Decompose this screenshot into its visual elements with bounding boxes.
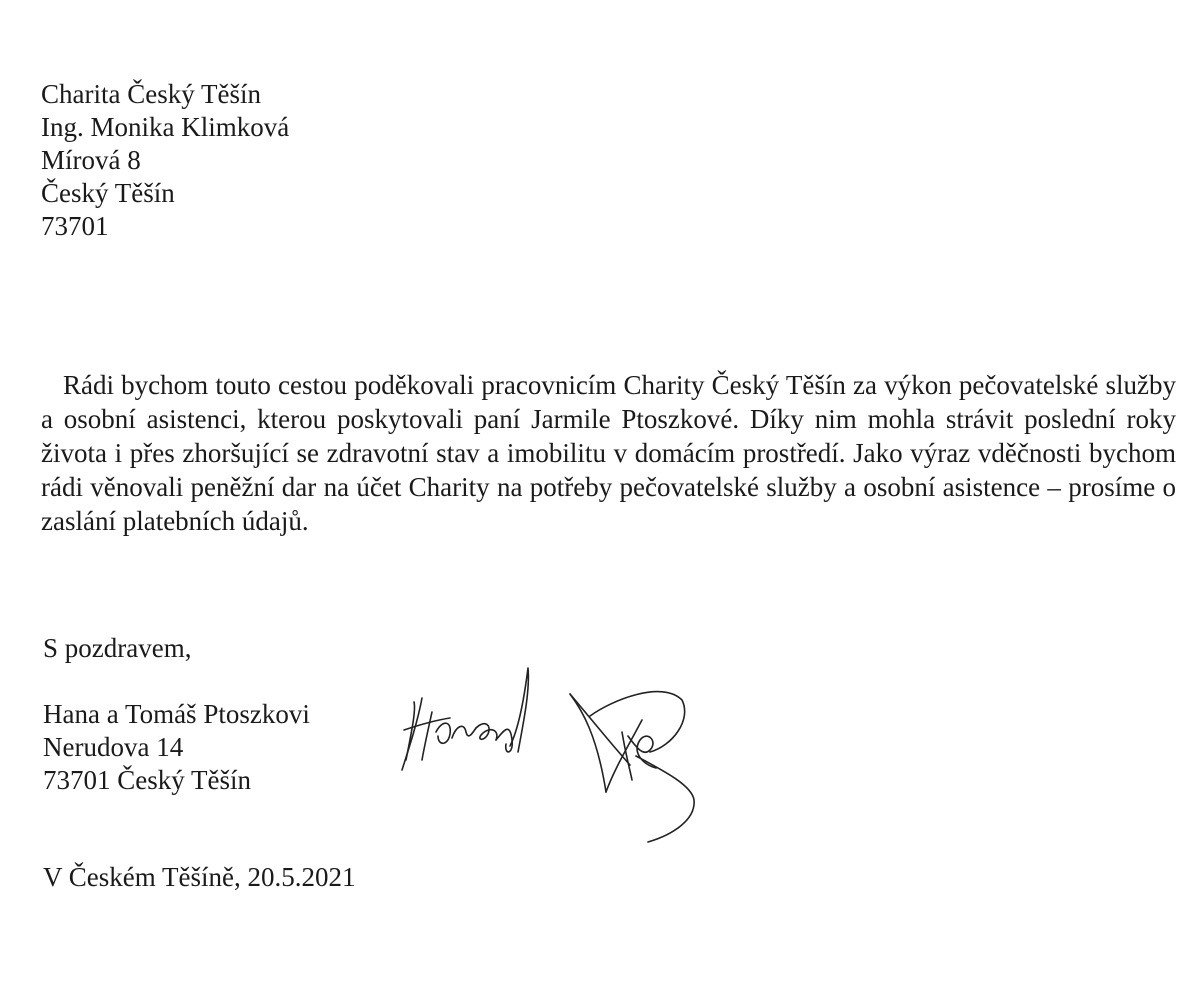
recipient-org: Charita Český Těšín — [41, 79, 261, 109]
date-line: V Českém Těšíně, 20.5.2021 — [43, 862, 356, 892]
handwritten-signatures — [392, 660, 712, 850]
greeting-text: S pozdravem, — [43, 633, 192, 663]
recipient-zip: 73701 — [41, 211, 109, 241]
recipient-address — [41, 78, 289, 243]
signature-hana — [402, 668, 528, 770]
sender-city: 73701 Český Těšín — [43, 765, 251, 795]
signature-drawing — [392, 660, 712, 850]
recipient-street: Mírová 8 — [41, 145, 141, 175]
sender-names: Hana a Tomáš Ptoszkovi — [43, 699, 310, 729]
closing-greeting — [43, 632, 191, 665]
sender-street: Nerudova 14 — [43, 732, 184, 762]
sender-address — [43, 698, 310, 797]
signature-tomas — [570, 692, 694, 842]
recipient-city: Český Těšín — [41, 178, 175, 208]
letter-body: Rádi bychom touto cestou poděkovali pracovnicím Charity Český Těšín za výkon pečovatelské služby a osobní asistenci, kterou poskytovali paní Jarmile Ptoszkové. Díky nim mohla strávit poslední roky života i přes zhoršující se zdravotní stav a imobilitu v domácím prostředí. Jako výraz vděčnosti bychom rádi věnovali peněžní dar na účet Charity na potřeby pečovatelské služby a osobní asistence – prosíme o zaslání platebních údajů. — [41, 370, 1176, 536]
date-place — [43, 861, 355, 894]
recipient-person: Ing. Monika Klimková — [41, 112, 290, 142]
